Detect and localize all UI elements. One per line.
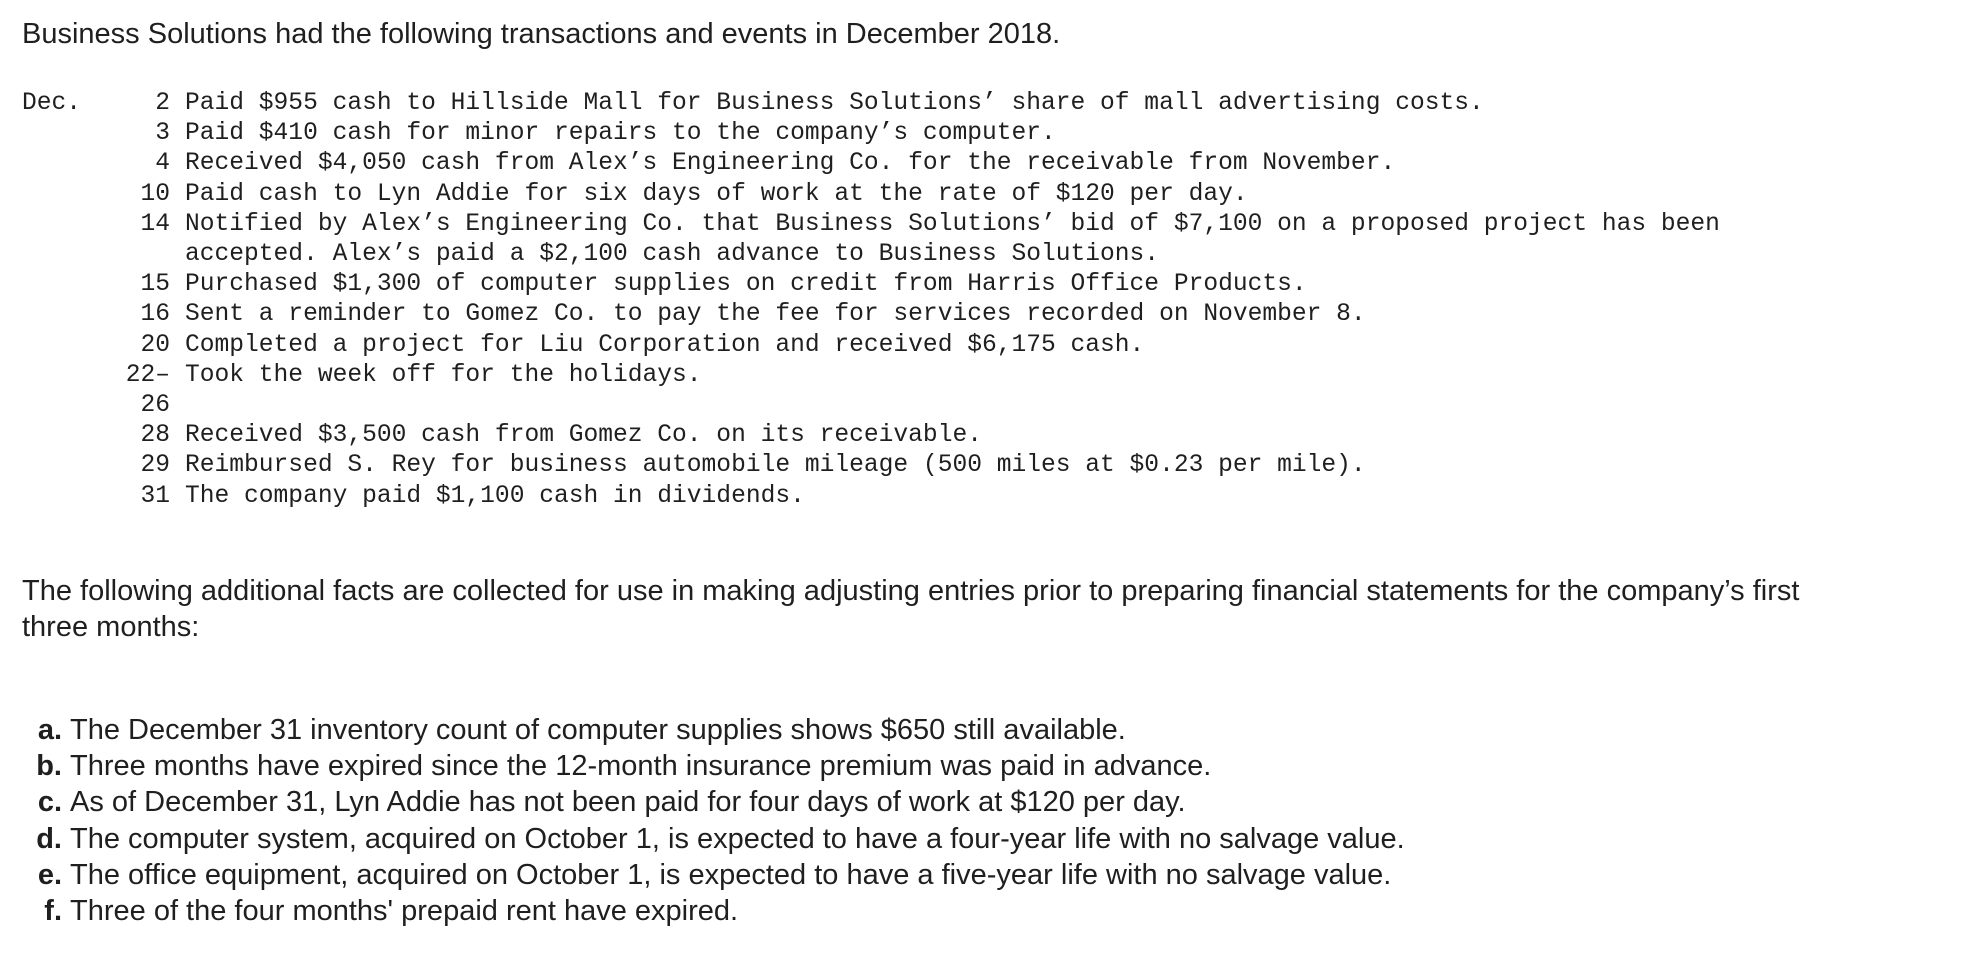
transaction-month: Dec. (22, 90, 82, 117)
fact-text: Three months have expired since the 12-month insurance premium was paid in advance. (70, 750, 1212, 783)
transaction-row (22, 270, 1720, 300)
transaction-day: 4 (155, 150, 170, 178)
transaction-row (22, 331, 1720, 361)
transaction-row (22, 210, 1720, 240)
fact-letter: c. (37, 786, 62, 819)
transaction-description: Completed a project for Liu Corporation and received $6,175 cash. (185, 331, 1145, 359)
transaction-row (22, 421, 1720, 451)
transaction-day: 14 (140, 210, 170, 238)
fact-letter: b. (36, 750, 62, 783)
fact-item (22, 893, 1405, 929)
transaction-description: Sent a reminder to Gomez Co. to pay the fee for services recorded on November 8. (185, 301, 1366, 329)
transaction-description: accepted. Alex’s paid a $2,100 cash advance to Business Solutions. (185, 241, 1160, 269)
transaction-row (22, 482, 1720, 512)
transaction-description: Took the week off for the holidays. (185, 361, 702, 389)
transaction-row-continuation (22, 240, 1720, 270)
transaction-day: 20 (140, 331, 170, 359)
transaction-description: Received $4,050 cash from Alex’s Engineering Co. for the receivable from November. (185, 150, 1396, 178)
fact-item (22, 784, 1405, 820)
transaction-description: Notified by Alex’s Engineering Co. that Business Solutions’ bid of $7,100 on a proposed project has been (185, 210, 1720, 238)
transaction-day: 22– (125, 361, 170, 389)
transaction-list (22, 89, 1720, 512)
fact-text: The office equipment, acquired on October 1, is expected to have a five-year life with no salvage value. (70, 858, 1392, 891)
transaction-day: 28 (140, 422, 170, 450)
transaction-description: Paid $955 cash to Hillside Mall for Business Solutions’ share of mall advertising costs. (185, 90, 1484, 117)
fact-letter: e. (37, 858, 62, 891)
fact-text: As of December 31, Lyn Addie has not been paid for four days of work at $120 per day. (70, 786, 1186, 819)
transaction-row (22, 89, 1720, 119)
transaction-description: Paid cash to Lyn Addie for six days of work at the rate of $120 per day. (185, 180, 1248, 208)
transaction-row (22, 180, 1720, 210)
transaction-row (22, 300, 1720, 330)
intro-text: Business Solutions had the following transactions and events in December 2018. (22, 18, 1061, 50)
transaction-description: Purchased $1,300 of computer supplies on credit from Harris Office Products. (185, 271, 1307, 299)
transaction-day: 16 (140, 301, 170, 329)
transaction-day: 31 (140, 482, 170, 510)
fact-letter: d. (36, 822, 62, 855)
transaction-row (22, 391, 1720, 421)
transaction-row (22, 361, 1720, 391)
fact-text: The computer system, acquired on October 1, is expected to have a four-year life with no salvage value. (70, 822, 1405, 855)
fact-letter: f. (44, 895, 62, 928)
fact-item (22, 712, 1405, 748)
fact-text: The December 31 inventory count of computer supplies shows $650 still available. (70, 714, 1126, 746)
facts-intro-text: The following additional facts are collected for use in making adjusting entries prior to preparing financial statements for the company’s first three months: (22, 575, 1800, 643)
transaction-row (22, 119, 1720, 149)
transaction-day: 15 (140, 271, 170, 299)
fact-item (22, 748, 1405, 784)
fact-letter: a. (37, 714, 62, 746)
fact-text: Three of the four months' prepaid rent have expired. (70, 895, 739, 928)
transaction-day: 29 (140, 452, 170, 480)
transaction-description: The company paid $1,100 cash in dividends. (185, 482, 805, 510)
transaction-description: Received $3,500 cash from Gomez Co. on its receivable. (185, 422, 982, 450)
transaction-description: Paid $410 cash for minor repairs to the company’s computer. (185, 120, 1056, 148)
fact-item (22, 821, 1405, 857)
transaction-day: 3 (155, 120, 170, 148)
transaction-description: Reimbursed S. Rey for business automobile mileage (500 miles at $0.23 per mile). (185, 452, 1366, 480)
adjusting-facts-list (22, 712, 1405, 929)
transaction-day: 10 (140, 180, 170, 208)
transaction-row (22, 451, 1720, 481)
transaction-day: 2 (155, 90, 170, 117)
fact-item (22, 857, 1405, 893)
transaction-day: 26 (140, 392, 170, 420)
transaction-row (22, 149, 1720, 179)
